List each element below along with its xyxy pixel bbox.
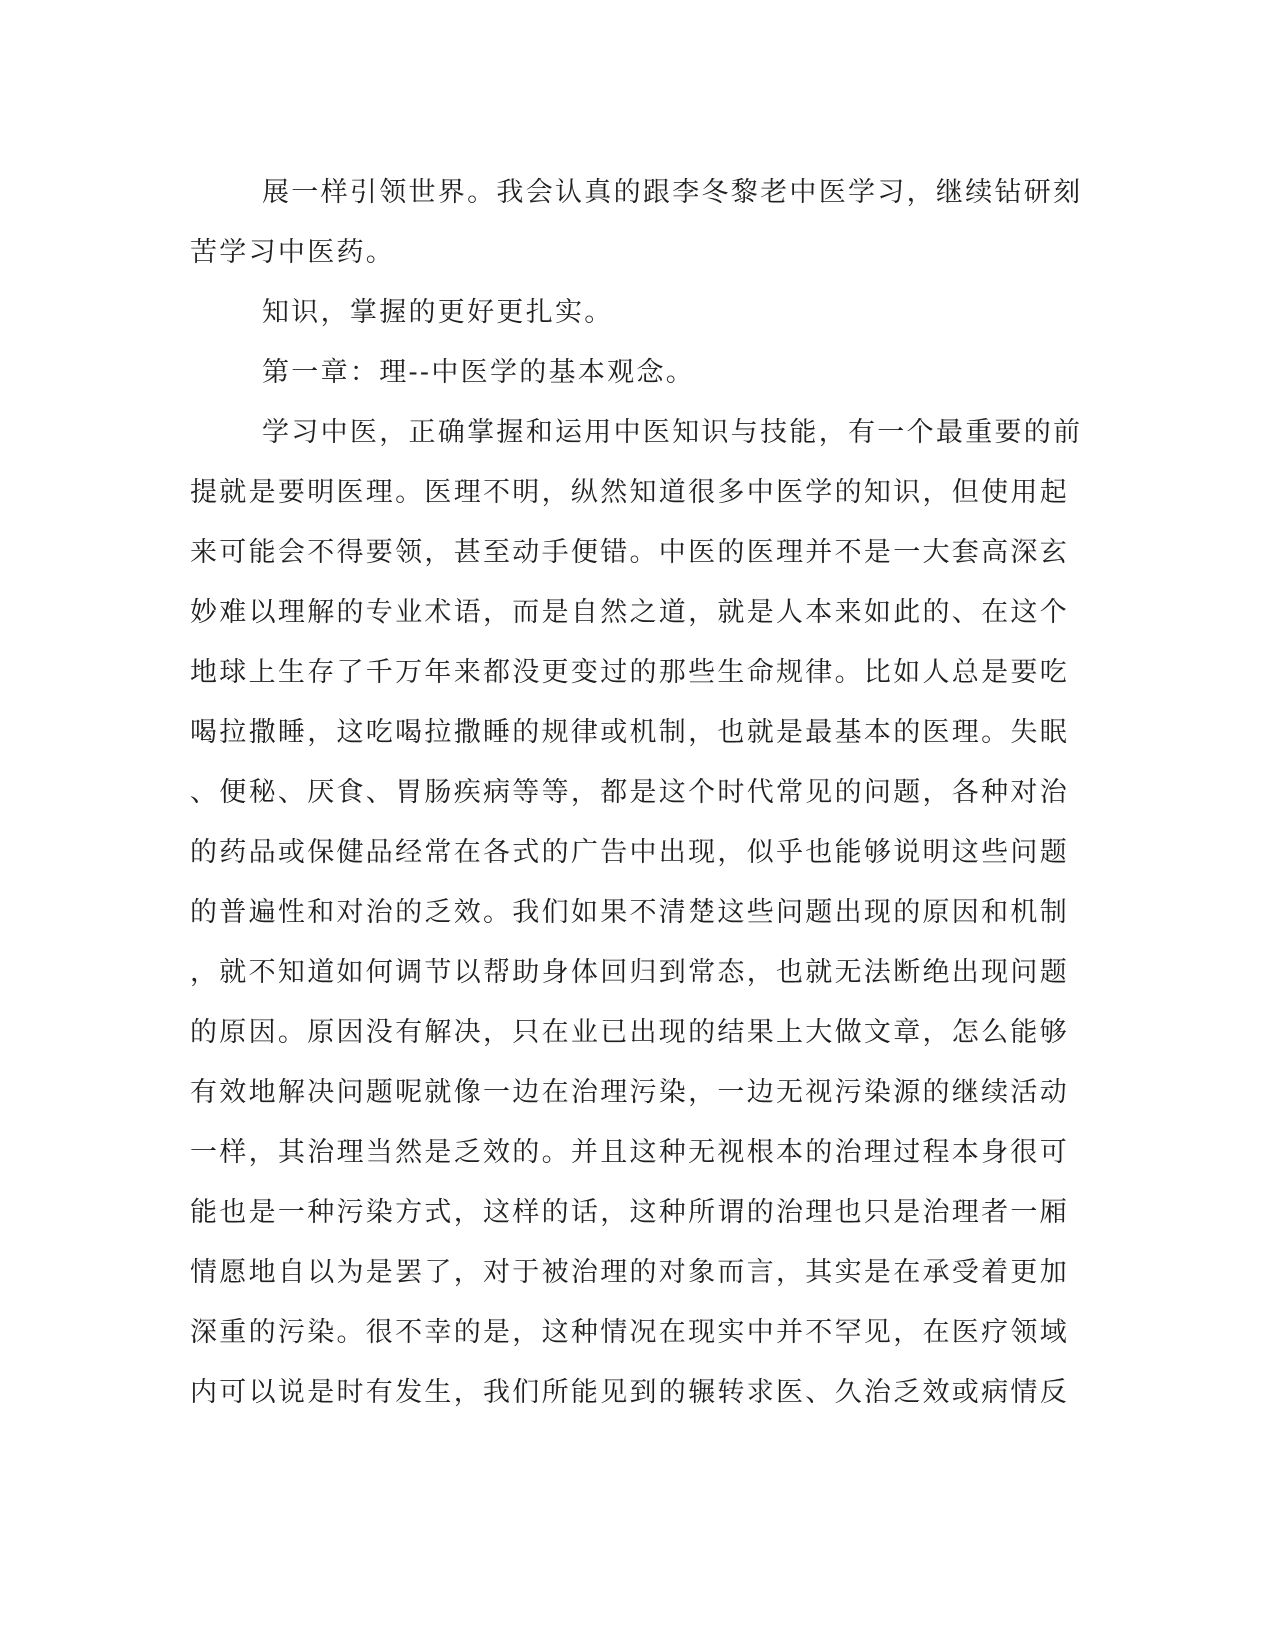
text-line: 第一章：理--中医学的基本观念。 [262,357,696,388]
text-line: 的药品或保健品经常在各式的广告中出现，似乎也能够说明这些问题 [190,837,1069,868]
text-line: 情愿地自以为是罢了，对于被治理的对象而言，其实是在承受着更加 [190,1257,1069,1288]
text-line: 能也是一种污染方式，这样的话，这种所谓的治理也只是治理者一厢 [190,1197,1069,1228]
text-line: 、便秘、厌食、胃肠疾病等等，都是这个时代常见的问题，各种对治 [190,777,1069,808]
text-line: 地球上生存了千万年来都没更变过的那些生命规律。比如人总是要吃 [190,657,1069,688]
paragraph-2 [190,283,1070,343]
text-line: 提就是要明医理。医理不明，纵然知道很多中医学的知识，但使用起 [190,477,1069,508]
paragraph-4 [190,403,1083,1423]
text-line: 苦学习中医药。 [190,237,396,268]
text-line: 来可能会不得要领，甚至动手便错。中医的医理并不是一大套高深玄 [190,537,1069,568]
text-line: 的普遍性和对治的乏效。我们如果不清楚这些问题出现的原因和机制 [190,897,1069,928]
paragraph-1 [190,163,1083,283]
chapter-heading [190,343,1070,403]
text-line: ，就不知道如何调节以帮助身体回归到常态，也就无法断绝出现问题 [190,957,1069,988]
text-line: 深重的污染。很不幸的是，这种情况在现实中并不罕见，在医疗领域 [190,1317,1069,1348]
text-line: 一样，其治理当然是乏效的。并且这种无视根本的治理过程本身很可 [190,1137,1069,1168]
text-line: 喝拉撒睡，这吃喝拉撒睡的规律或机制，也就是最基本的医理。失眠 [190,717,1069,748]
text-line: 学习中医，正确掌握和运用中医知识与技能，有一个最重要的前 [262,417,1083,448]
text-line: 展一样引领世界。我会认真的跟李冬黎老中医学习，继续钻研刻 [262,177,1083,208]
text-line: 妙难以理解的专业术语，而是自然之道，就是人本来如此的、在这个 [190,597,1069,628]
text-line: 有效地解决问题呢就像一边在治理污染，一边无视污染源的继续活动 [190,1077,1069,1108]
text-line: 内可以说是时有发生，我们所能见到的辗转求医、久治乏效或病情反 [190,1377,1069,1408]
text-line: 知识，掌握的更好更扎实。 [262,297,614,328]
document-body [190,163,1083,1423]
text-line: 的原因。原因没有解决，只在业已出现的结果上大做文章，怎么能够 [190,1017,1069,1048]
